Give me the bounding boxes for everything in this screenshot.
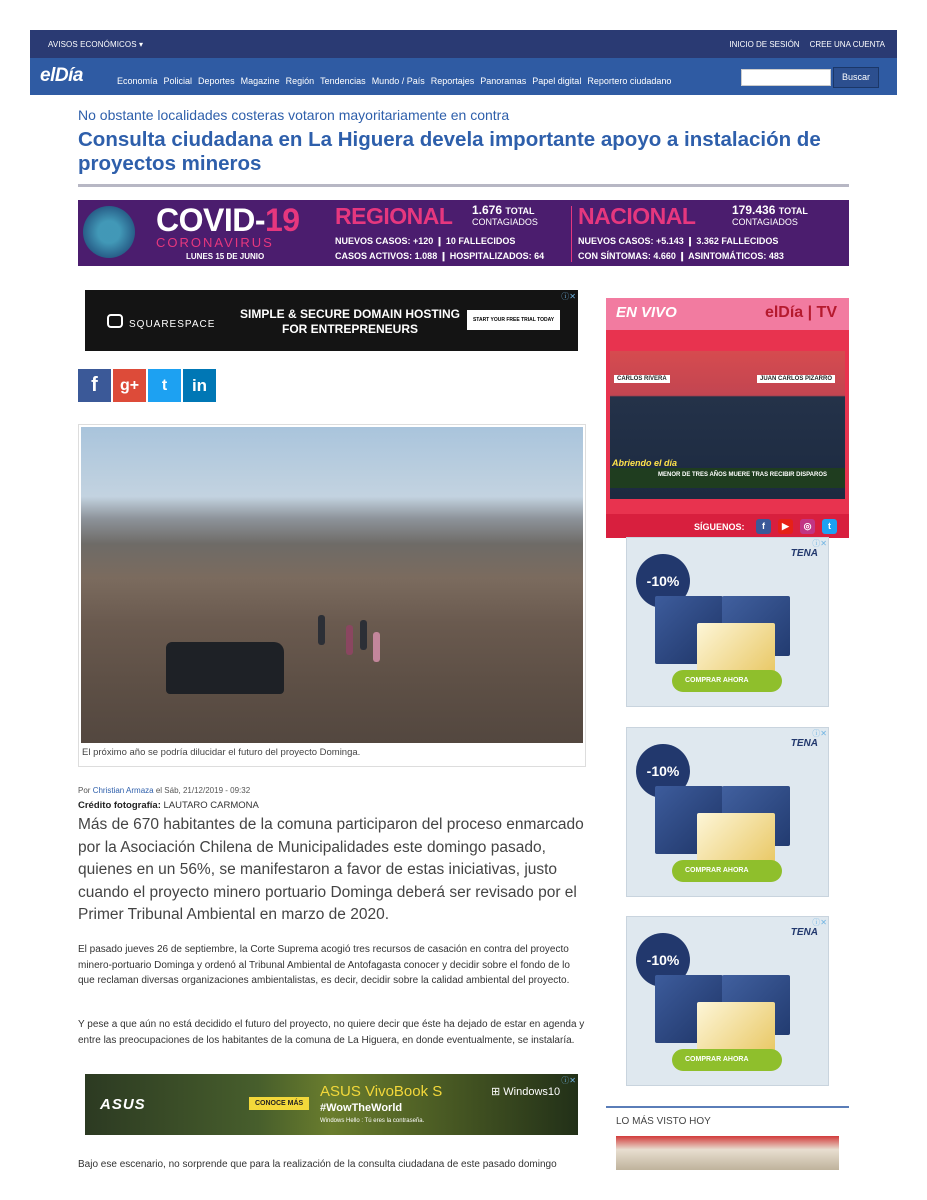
googleplus-share-button[interactable]: g+ bbox=[113, 369, 146, 402]
tena-ad[interactable] bbox=[626, 727, 829, 897]
show-title: Abriendo el día bbox=[612, 458, 678, 468]
covid-subtitle: CORONAVIRUS bbox=[156, 235, 274, 250]
search-button[interactable]: Buscar bbox=[833, 67, 879, 88]
eldia-tv-widget[interactable] bbox=[606, 298, 849, 538]
ad-choices-icon[interactable]: ⓘ✕ bbox=[812, 729, 827, 738]
instagram-icon[interactable]: ◎ bbox=[800, 519, 815, 534]
person-shape bbox=[360, 620, 367, 650]
nacional-title: NACIONAL bbox=[578, 203, 696, 229]
covid-date: LUNES 15 DE JUNIO bbox=[186, 252, 265, 261]
covid-title: COVID-19 bbox=[156, 202, 300, 238]
squarespace-cta-button[interactable]: START YOUR FREE TRIAL TODAY bbox=[467, 310, 560, 330]
main-navigation bbox=[30, 58, 897, 95]
tv-logo: elDía | TV bbox=[764, 304, 837, 321]
tv-video-screen[interactable] bbox=[610, 351, 845, 499]
ad-choices-icon[interactable]: ⓘ✕ bbox=[561, 1076, 576, 1085]
live-label: EN VIVO bbox=[616, 304, 677, 321]
comprar-ahora-button[interactable]: COMPRAR AHORA bbox=[672, 670, 782, 692]
squarespace-brand: SQUARESPACE bbox=[107, 314, 215, 330]
section-links bbox=[117, 76, 677, 86]
tena-logo: TENA bbox=[790, 548, 818, 559]
photo-credit: Crédito fotografía: LAUTARO CARMONA bbox=[78, 800, 259, 811]
product-pack-image bbox=[697, 813, 775, 863]
nav-link-panoramas[interactable]: Panoramas bbox=[480, 76, 527, 86]
photo-caption: El próximo año se podría dilucidar el futuro del proyecto Dominga. bbox=[82, 747, 361, 758]
ad-choices-icon[interactable]: ⓘ✕ bbox=[812, 539, 827, 548]
asus-windows-hello: Windows Hello : Tú eres la contraseña. bbox=[320, 1118, 425, 1124]
nacional-line-1: NUEVOS CASOS: +5.143 ❙ 3.362 FALLECIDOS bbox=[578, 236, 779, 246]
covid-banner[interactable] bbox=[78, 200, 849, 266]
regional-line-1: NUEVOS CASOS: +120 ❙ 10 FALLECIDOS bbox=[335, 236, 516, 246]
presenter-name-1: CARLOS RIVERA bbox=[614, 375, 670, 383]
article-headline: Consulta ciudadana en La Higuera devela importante apoyo a instalación de proyectos mineros bbox=[78, 128, 821, 175]
avisos-economicos-menu[interactable]: AVISOS ECONÓMICOS ▾ bbox=[48, 40, 144, 49]
regional-line-2: CASOS ACTIVOS: 1.088 ❙ HOSPITALIZADOS: 64 bbox=[335, 251, 545, 261]
discount-badge: -10% bbox=[636, 554, 690, 608]
article-photo[interactable] bbox=[81, 427, 583, 743]
mas-visto-heading: LO MÁS VISTO HOY bbox=[616, 1116, 711, 1127]
nav-link-magazine[interactable]: Magazine bbox=[240, 76, 280, 86]
presenter-name-2: JUAN CARLOS PIZARRO bbox=[757, 375, 835, 383]
top-utility-bar bbox=[30, 30, 897, 58]
follow-label: SÍGUENOS: bbox=[694, 522, 745, 532]
ad-choices-icon[interactable]: ⓘ✕ bbox=[561, 292, 576, 301]
tena-logo: TENA bbox=[790, 927, 818, 938]
nav-link-deportes[interactable]: Deportes bbox=[198, 76, 235, 86]
asus-logo: ASUS bbox=[100, 1096, 146, 1113]
tena-logo: TENA bbox=[790, 738, 818, 749]
discount-badge: -10% bbox=[636, 744, 690, 798]
nav-link-papel-digital[interactable]: Papel digital bbox=[532, 76, 582, 86]
tena-ad[interactable] bbox=[626, 916, 829, 1086]
asus-cta-button[interactable]: CONOCE MÁS bbox=[249, 1097, 309, 1110]
nav-link-reportajes[interactable]: Reportajes bbox=[430, 76, 475, 86]
discount-badge: -10% bbox=[636, 933, 690, 987]
comprar-ahora-button[interactable]: COMPRAR AHORA bbox=[672, 1049, 782, 1071]
person-shape bbox=[318, 615, 325, 645]
site-logo[interactable]: elDía bbox=[40, 65, 83, 86]
article-kicker: No obstante localidades costeras votaron mayoritariamente en contra bbox=[78, 107, 510, 123]
windows-logo: ⊞ Windows10 bbox=[491, 1085, 560, 1098]
article-lead: Más de 670 habitantes de la comuna participaron del proceso enmarcado por la Asociación Chilena de Municipalidades este domingo pasado, quienes en un 56%, se manifestaron a favor de estas iniciativas, justo cuando el proyecto minero portuario Dominga deberá ser revisado por el Primer Tribunal Ambiental en marzo de 2020. bbox=[78, 816, 584, 923]
regional-title: REGIONAL bbox=[335, 203, 453, 229]
facebook-share-button[interactable]: f bbox=[78, 369, 111, 402]
covid-separator bbox=[571, 206, 572, 262]
covid-regional-panel bbox=[333, 200, 568, 266]
signup-link[interactable]: CREE UNA CUENTA bbox=[809, 40, 885, 49]
article-paragraph: Y pese a que aún no está decidido el futuro del proyecto, no quiere decir que éste ha dejado de estar en agenda y entre las preocupaciones de los habitantes de la comuna de La Higuera, en donde eventualmente, se instalaría. bbox=[78, 1019, 585, 1046]
nav-link-reportero-ciudadano[interactable]: Reportero ciudadano bbox=[587, 76, 672, 86]
product-pack-image bbox=[697, 623, 775, 673]
tv-header bbox=[606, 298, 849, 330]
nav-link-tendencias[interactable]: Tendencias bbox=[320, 76, 366, 86]
article-paragraph: Bajo ese escenario, no sorprende que para la realización de la consulta ciudadana de este pasado domingo bbox=[78, 1159, 557, 1170]
linkedin-share-button[interactable]: in bbox=[183, 369, 216, 402]
comprar-ahora-button[interactable]: COMPRAR AHORA bbox=[672, 860, 782, 882]
headline-divider bbox=[78, 184, 849, 187]
article-photo-container bbox=[78, 424, 586, 767]
asus-product: ASUS VivoBook S bbox=[320, 1083, 443, 1100]
person-shape bbox=[346, 625, 353, 655]
ad-choices-icon[interactable]: ⓘ✕ bbox=[812, 918, 827, 927]
nav-link-mundo-pais[interactable]: Mundo / País bbox=[371, 76, 425, 86]
nav-link-economia[interactable]: Economía bbox=[117, 76, 158, 86]
author-link[interactable]: Christian Armaza bbox=[92, 786, 154, 795]
youtube-icon[interactable]: ▶ bbox=[778, 519, 793, 534]
covid-nacional-panel bbox=[576, 200, 846, 266]
truck-shape bbox=[166, 642, 284, 694]
mas-visto-thumbnail[interactable] bbox=[616, 1136, 839, 1170]
regional-total: 1.676 TOTAL CONTAGIADOS bbox=[472, 203, 538, 227]
search-input[interactable] bbox=[741, 69, 831, 86]
social-share-buttons bbox=[78, 369, 216, 402]
twitter-icon[interactable]: t bbox=[822, 519, 837, 534]
squarespace-tagline: SIMPLE & SECURE DOMAIN HOSTING FOR ENTREPRENEURS bbox=[239, 307, 460, 336]
news-ticker: MENOR DE TRES AÑOS MUERE TRAS RECIBIR DISPAROS bbox=[610, 468, 845, 488]
nav-link-region[interactable]: Región bbox=[285, 76, 315, 86]
product-pack-image bbox=[697, 1002, 775, 1052]
mas-visto-divider bbox=[606, 1106, 849, 1108]
virus-icon bbox=[83, 206, 135, 258]
person-shape bbox=[373, 632, 380, 662]
nacional-line-2: CON SÍNTOMAS: 4.660 ❙ ASINTOMÁTICOS: 483 bbox=[578, 251, 784, 261]
asus-hashtag: #WowTheWorld bbox=[320, 1102, 403, 1114]
article-byline: Por Christian Armaza el Sáb, 21/12/2019 - 09:32 bbox=[78, 786, 251, 795]
follow-bar bbox=[606, 514, 849, 538]
squarespace-ad[interactable] bbox=[85, 290, 578, 351]
login-link[interactable]: INICIO DE SESIÓN bbox=[729, 40, 800, 49]
nacional-total: 179.436 TOTAL CONTAGIADOS bbox=[732, 203, 808, 227]
twitter-share-button[interactable]: t bbox=[148, 369, 181, 402]
asus-ad[interactable] bbox=[85, 1074, 578, 1135]
nav-link-policial[interactable]: Policial bbox=[163, 76, 193, 86]
facebook-icon[interactable]: f bbox=[756, 519, 771, 534]
article-paragraph: El pasado jueves 26 de septiembre, la Corte Suprema acogió tres recursos de casación en contra del proyecto minero-portuario Dominga y ordenó al Tribunal Ambiental de Antofagasta conocer y decidir sobre el fondo de lo que reclaman diversas organizaciones ambientalistas, es decir, decidir sobre la calidad ambiental del proyecto. bbox=[78, 944, 570, 986]
tena-ad[interactable] bbox=[626, 537, 829, 707]
article-date: el Sáb, 21/12/2019 - 09:32 bbox=[155, 786, 251, 795]
